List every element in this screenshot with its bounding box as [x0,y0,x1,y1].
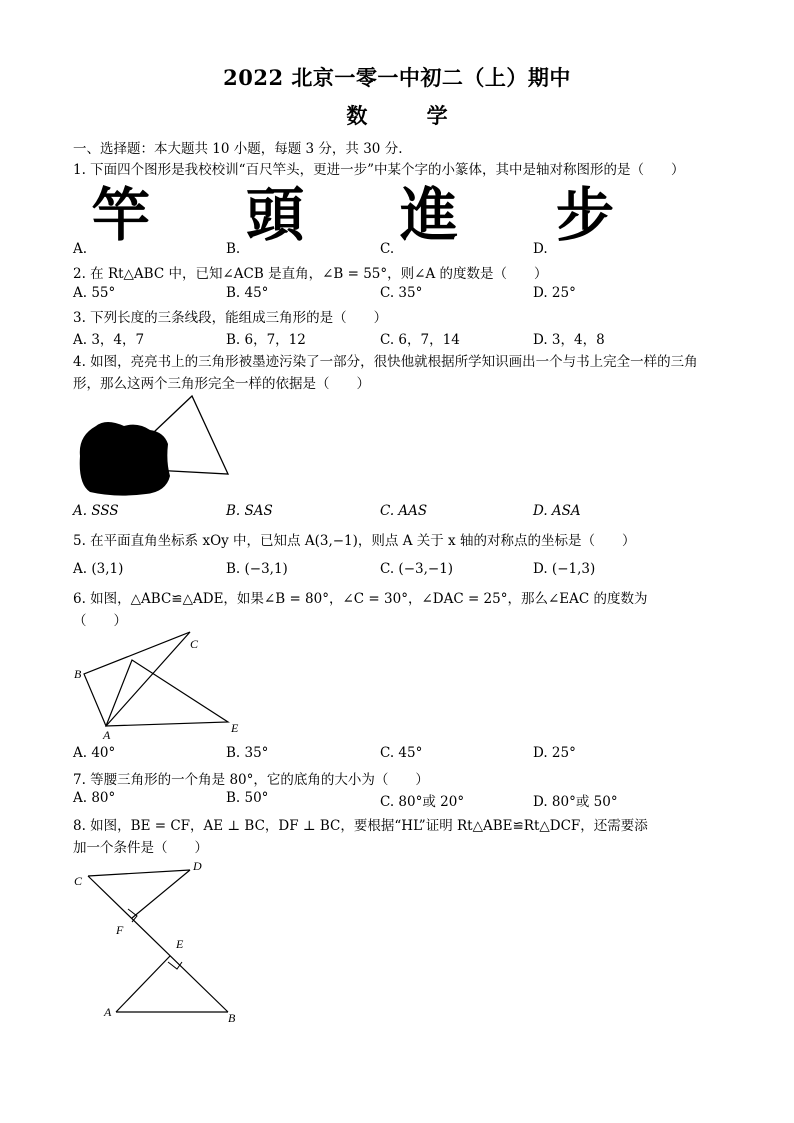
q2-option-c[interactable]: C. 35° [380,285,423,301]
q8-stem-line2: 加一个条件是（ ） [73,840,208,856]
q8-segment-ae [116,956,170,1012]
q1-glyph-b: 頭 [246,181,305,249]
q4-option-d[interactable]: D. ASA [533,503,581,519]
q7-option-b[interactable]: B. 50° [226,790,269,806]
q6-triangles-figure [70,626,250,744]
q1-option-d[interactable]: D. [533,241,548,257]
q8-right-angle-e [168,962,182,969]
q6-triangle-abc [84,632,190,726]
q6-stem-line2: （ ） [73,613,127,629]
q8-label-e: E [176,937,184,951]
q5-stem: 5. 在平面直角坐标系 xOy 中，已知点 A(3,−1)，则点 A 关于 x 轴的对称点的坐标是（ ） [73,533,636,549]
q1-option-c[interactable]: C. [380,241,395,257]
q6-stem-line1: 6. 如图，△ABC≌△ADE，如果∠B = 80°，∠C = 30°，∠DAC = 25°，那么∠EAC 的度数为 [73,591,648,607]
q7-option-a[interactable]: A. 80° [73,790,116,806]
q3-stem: 3. 下列长度的三条线段，能组成三角形的是（ ） [73,310,388,326]
q8-right-triangles-figure [70,856,250,1026]
q4-option-a[interactable]: A. SSS [73,503,119,519]
q4-ink-blot [80,422,170,496]
q1-option-b[interactable]: B. [226,241,241,257]
q3-option-c[interactable]: C. 6，7，14 [380,332,460,348]
q6-triangle-ade [106,660,228,726]
q4-stem-line2: 形，那么这两个三角形完全一样的依据是（ ） [73,376,370,392]
q6-option-a[interactable]: A. 40° [73,745,116,761]
q6-label-c: C [190,637,199,651]
q8-label-d: D [193,859,202,873]
q5-option-d[interactable]: D. (−1,3) [533,561,596,577]
q3-option-a[interactable]: A. 3，4，7 [73,332,145,348]
q2-option-a[interactable]: A. 55° [73,285,116,301]
q8-segment-df [132,870,190,918]
q1-stem: 1. 下面四个图形是我校校训“百尺竿头，更进一步”中某个字的小篆体，其中是轴对称图形的是（ ） [73,162,685,178]
q7-stem: 7. 等腰三角形的一个角是 80°，它的底角的大小为（ ） [73,772,429,788]
exam-subject: 数 学 [346,103,474,128]
q8-label-b: B [228,1011,236,1025]
q7-option-c[interactable]: C. 80°或 20° [380,794,465,810]
q6-label-b: B [74,667,82,681]
q3-option-d[interactable]: D. 3，4，8 [533,332,605,348]
q4-ink-triangle-figure [76,392,236,502]
exam-title: 2022 北京一零一中初二（上）期中 [223,65,571,90]
q1-glyph-a: 竿 [92,181,151,249]
q6-label-e: E [231,721,239,735]
q8-segment-cd [88,870,190,876]
q4-option-b[interactable]: B. SAS [226,503,273,519]
q2-option-d[interactable]: D. 25° [533,285,576,301]
q5-option-c[interactable]: C. (−3,−1) [380,561,454,577]
q2-option-b[interactable]: B. 45° [226,285,269,301]
q1-glyph-c: 進 [400,181,459,249]
q7-option-d[interactable]: D. 80°或 50° [533,794,618,810]
q4-stem-line1: 4. 如图，亮亮书上的三角形被墨迹污染了一部分，很快他就根据所学知识画出一个与书上完全一样的三角 [73,354,698,370]
q8-label-f: F [116,923,124,937]
q8-label-c: C [74,874,83,888]
section-heading: 一、选择题：本大题共 10 小题，每题 3 分，共 30 分. [73,141,403,157]
q1-glyph-d: 步 [556,181,615,249]
q6-label-a: A [103,728,111,742]
q3-option-b[interactable]: B. 6，7，12 [226,332,306,348]
q4-option-c[interactable]: C. AAS [380,503,428,519]
q6-option-c[interactable]: C. 45° [380,745,423,761]
q1-option-a[interactable]: A. [73,241,88,257]
q5-option-b[interactable]: B. (−3,1) [226,561,288,577]
q8-label-a: A [104,1005,112,1019]
q2-stem: 2. 在 Rt△ABC 中，已知∠ACB 是直角，∠B = 55°，则∠A 的度数是（ ） [73,266,548,282]
q8-stem-line1: 8. 如图，BE = CF，AE ⊥ BC，DF ⊥ BC，要根据“HL”证明 Rt△ABE≌Rt△DCF，还需要添 [73,818,648,834]
q6-option-b[interactable]: B. 35° [226,745,269,761]
q6-option-d[interactable]: D. 25° [533,745,576,761]
q5-option-a[interactable]: A. (3,1) [73,561,124,577]
